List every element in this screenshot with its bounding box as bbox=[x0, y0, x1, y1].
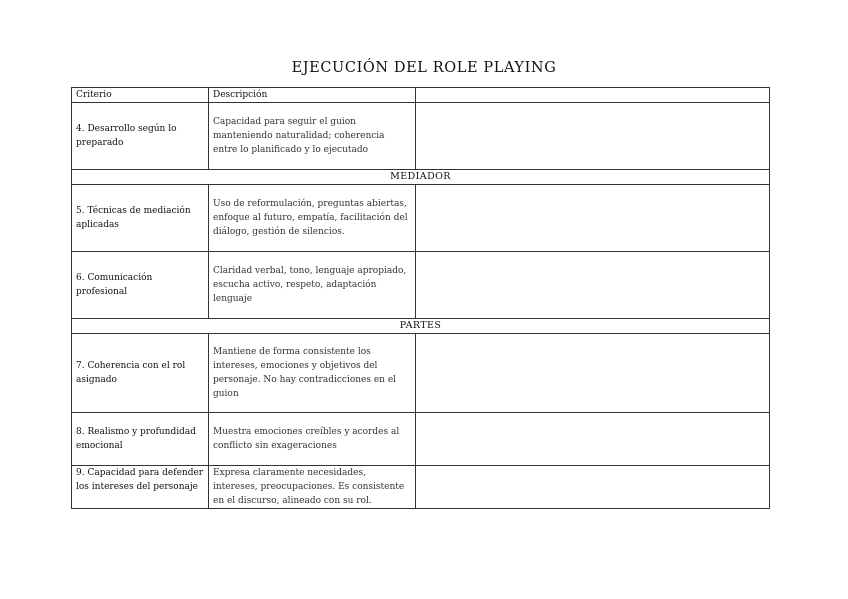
table-row bbox=[72, 334, 770, 413]
score-cell[interactable] bbox=[416, 103, 770, 170]
table-row bbox=[72, 252, 770, 319]
score-cell[interactable] bbox=[416, 413, 770, 466]
table-row bbox=[72, 103, 770, 170]
section-label: MEDIADOR bbox=[72, 170, 770, 185]
header-score bbox=[416, 88, 770, 103]
criterio-cell: 9. Capacidad para defender los intereses del personaje bbox=[72, 466, 209, 509]
descripcion-cell: Claridad verbal, tono, lenguaje apropiado, escucha activo, respeto, adaptación lenguaje bbox=[209, 252, 416, 319]
page-title: EJECUCIÓN DEL ROLE PLAYING bbox=[291, 60, 557, 76]
criterio-cell: 4. Desarrollo según lo preparado bbox=[72, 103, 209, 170]
descripcion-cell: Muestra emociones creíbles y acordes al conflicto sin exageraciones bbox=[209, 413, 416, 466]
section-row-partes bbox=[72, 319, 770, 334]
score-cell[interactable] bbox=[416, 252, 770, 319]
descripcion-cell: Expresa claramente necesidades, intereses, preocupaciones. Es consistente en el discurso, alineado con su rol. bbox=[209, 466, 416, 509]
table-row bbox=[72, 185, 770, 252]
criterio-cell: 8. Realismo y profundidad emocional bbox=[72, 413, 209, 466]
table-row bbox=[72, 466, 770, 509]
score-cell[interactable] bbox=[416, 466, 770, 509]
criterio-cell: 6. Comunicación profesional bbox=[72, 252, 209, 319]
criterio-cell: 5. Técnicas de mediación aplicadas bbox=[72, 185, 209, 252]
score-cell[interactable] bbox=[416, 185, 770, 252]
section-label: PARTES bbox=[72, 319, 770, 334]
table-header-row bbox=[72, 88, 770, 103]
section-row-mediador bbox=[72, 170, 770, 185]
header-criterio: Criterio bbox=[72, 88, 209, 103]
evaluation-table bbox=[71, 87, 770, 509]
descripcion-cell: Mantiene de forma consistente los intereses, emociones y objetivos del personaje. No hay contradicciones en el guion bbox=[209, 334, 416, 413]
descripcion-cell: Uso de reformulación, preguntas abiertas, enfoque al futuro, empatía, facilitación del diálogo, gestión de silencios. bbox=[209, 185, 416, 252]
header-descripcion: Descripción bbox=[209, 88, 416, 103]
descripcion-cell: Capacidad para seguir el guion manteniendo naturalidad; coherencia entre lo planificado y lo ejecutado bbox=[209, 103, 416, 170]
criterio-cell: 7. Coherencia con el rol asignado bbox=[72, 334, 209, 413]
table-row bbox=[72, 413, 770, 466]
score-cell[interactable] bbox=[416, 334, 770, 413]
